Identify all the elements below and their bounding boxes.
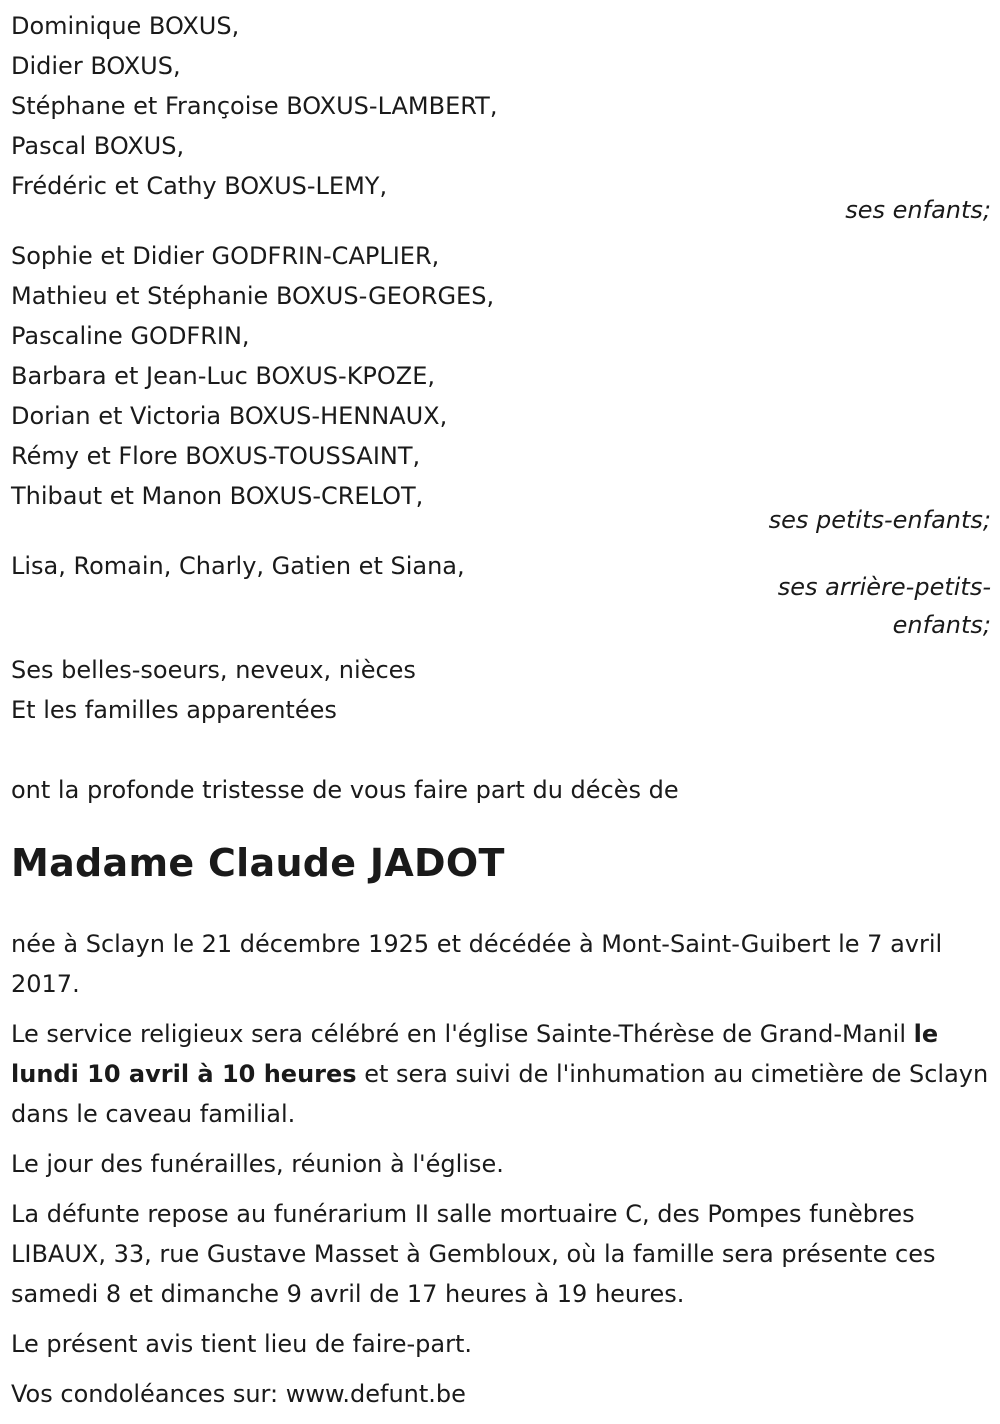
deceased-name: Madame Claude JADOT (11, 841, 505, 885)
family-member: Sophie et Didier GODFRIN-CAPLIER, (11, 242, 440, 270)
service-text (11, 1014, 991, 1134)
family-member: Rémy et Flore BOXUS-TOUSSAINT, (11, 442, 421, 470)
family-member: Et les familles apparentées (11, 696, 337, 724)
family-member: Didier BOXUS, (11, 52, 181, 80)
family-member: Lisa, Romain, Charly, Gatien et Siana, (11, 552, 465, 580)
family-member: Stéphane et Françoise BOXUS-LAMBERT, (11, 92, 498, 120)
notice-text: Le présent avis tient lieu de faire-part. (11, 1330, 473, 1358)
spacer (11, 730, 991, 770)
children-list (11, 6, 991, 206)
great-grandchildren-role: ses arrière-petits-enfants; (777, 573, 991, 639)
family-member: Dorian et Victoria BOXUS-HENNAUX, (11, 402, 448, 430)
other-family-list (11, 650, 991, 730)
repose-text: La défunte repose au funérarium II salle mortuaire C, des Pompes funèbres LIBAUX, 33, rue Gustave Masset à Gembloux, où la famille sera présente ces samedi 8 et dimanche 9 avril de 17 heures à 19 heures. (11, 1200, 936, 1308)
family-member: Dominique BOXUS, (11, 12, 240, 40)
announcement-text: ont la profonde tristesse de vous faire part du décès de (11, 776, 679, 804)
service-date-emphasis: le lundi 10 avril à 10 heures (11, 1020, 939, 1088)
family-member: Thibaut et Manon BOXUS-CRELOT, (11, 482, 424, 510)
grandchildren-list (11, 236, 991, 516)
children-role: ses enfants; (845, 196, 991, 224)
family-member: Pascaline GODFRIN, (11, 322, 250, 350)
service-text-after: et sera suivi de l'inhumation au cimetière de Sclayn dans le caveau familial. (11, 1060, 989, 1128)
condolences-text: Vos condoléances sur: www.defunt.be (11, 1380, 466, 1408)
family-member: Mathieu et Stéphanie BOXUS-GEORGES, (11, 282, 495, 310)
family-member: Ses belles-soeurs, neveux, nièces (11, 656, 416, 684)
great-grandchildren-role-wrap (761, 568, 991, 644)
family-member: Pascal BOXUS, (11, 132, 185, 160)
grandchildren-role: ses petits-enfants; (768, 506, 991, 534)
family-member: Barbara et Jean-Luc BOXUS-KPOZE, (11, 362, 436, 390)
birth-death-text: née à Sclayn le 21 décembre 1925 et décédée à Mont-Saint-Guibert le 7 avril 2017. (11, 930, 943, 998)
service-text-before: Le service religieux sera célébré en l'église Sainte-Thérèse de Grand-Manil (11, 1020, 914, 1048)
obituary-notice (11, 6, 991, 1424)
meeting-text: Le jour des funérailles, réunion à l'église. (11, 1150, 504, 1178)
family-member: Frédéric et Cathy BOXUS-LEMY, (11, 172, 388, 200)
